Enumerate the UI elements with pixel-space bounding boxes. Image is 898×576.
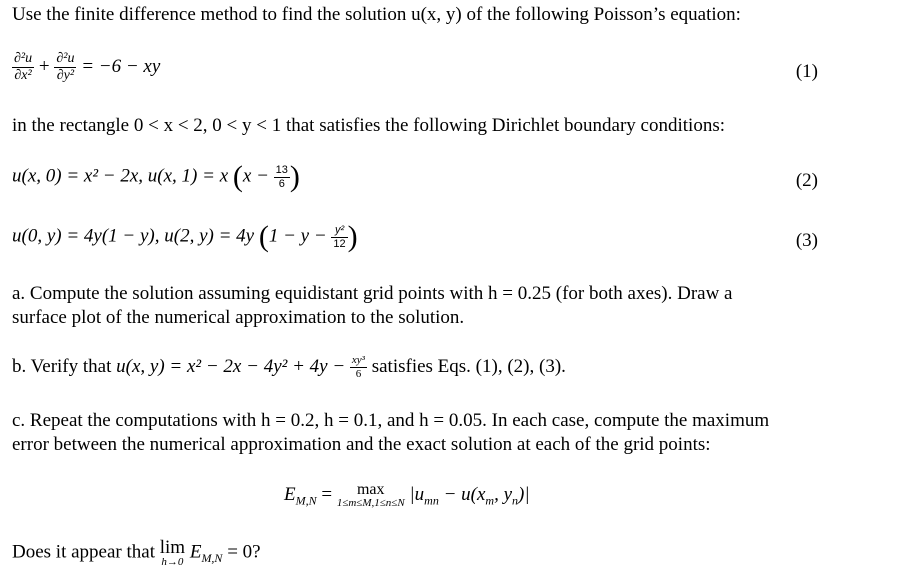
domain-text: in the rectangle 0 < x < 2, 0 < y < 1 that satisfies the following Dirichlet boundary conditions: (12, 115, 726, 136)
question-e: E (189, 541, 202, 563)
d2u-dy2-numerator: ∂²u (56, 51, 75, 66)
close-paren: ) (289, 160, 300, 193)
equation-3-left: u(0, y) = 4y(1 − y), u(2, y) = 4y (12, 225, 255, 247)
close-paren: ) (347, 220, 358, 253)
question-prefix: Does it appear that (12, 541, 155, 563)
d2u-dx2-denominator: ∂x² (14, 68, 32, 83)
equation-3 (12, 222, 358, 252)
equation-3-inner: 1 − y − (268, 225, 327, 247)
equation-2-number: (2) (795, 170, 818, 191)
error-comma: , y (494, 483, 513, 505)
error-rhs-sub: mn (424, 493, 439, 508)
max-label: max (356, 481, 385, 498)
equation-3-fraction-num: y² (331, 225, 347, 238)
part-b-fraction-num: xy³ (351, 354, 365, 366)
error-rhs-rest: − u(x (443, 483, 486, 505)
error-rhs: |u (409, 483, 425, 505)
question-e-sub: M,N (201, 551, 223, 566)
part-a-line-1: a. Compute the solution assuming equidistant grid points with h = 0.25 (for both axes). Draw a (12, 283, 733, 304)
part-a-line-2: surface plot of the numerical approximation to the solution. (12, 307, 465, 328)
equation-2-inner: x − (242, 165, 269, 187)
d2u-dx2-numerator: ∂²u (14, 51, 33, 66)
part-b-fraction (350, 355, 367, 380)
max-operator (337, 482, 405, 509)
xm-sub: m (485, 493, 495, 508)
equation-1-rhs: = −6 − xy (81, 55, 161, 77)
d2u-dy2-denominator: ∂y² (56, 68, 75, 83)
part-c-line-2: error between the numerical approximation and the exact solution at each of the grid points: (12, 434, 711, 455)
equation-2-fraction (274, 165, 290, 190)
d2u-dy2-fraction (54, 52, 76, 83)
limit-label: lim (159, 537, 186, 558)
part-b-fraction-den: 6 (355, 368, 362, 380)
equation-1 (12, 52, 160, 83)
error-lhs-sub: M,N (295, 493, 317, 508)
error-close: )| (518, 483, 530, 505)
limit-operator (160, 538, 185, 568)
limit-sub: h→0 (161, 556, 184, 568)
error-equals: = (321, 483, 333, 505)
question (12, 538, 261, 568)
equation-2-left: u(x, 0) = x² − 2x, u(x, 1) = x (12, 165, 229, 187)
d2u-dx2-fraction (12, 52, 34, 83)
part-b-expression: u(x, y) = x² − 2x − 4y² + 4y − (116, 355, 346, 377)
part-b (12, 355, 566, 380)
equation-3-fraction (331, 225, 347, 250)
part-b-suffix: satisfies Eqs. (1), (2), (3). (371, 355, 566, 377)
part-c-line-1: c. Repeat the computations with h = 0.2, h = 0.1, and h = 0.05. In each case, compute the maximum (12, 410, 770, 431)
yn-sub: n (512, 493, 519, 508)
equation-3-number: (3) (795, 230, 818, 251)
equation-2 (12, 162, 300, 192)
plus-sign: + (38, 55, 50, 77)
intro-text: Use the finite difference method to find the solution u(x, y) of the following Poisson’s equation: (12, 4, 741, 25)
error-lhs: E (284, 483, 296, 505)
equation-2-fraction-den: 6 (278, 177, 285, 190)
open-paren: ( (258, 220, 269, 253)
open-paren: ( (232, 160, 243, 193)
part-b-prefix: b. Verify that (12, 355, 112, 377)
question-suffix: = 0? (227, 541, 261, 563)
equation-1-number: (1) (795, 61, 818, 82)
equation-2-fraction-num: 13 (275, 163, 288, 176)
error-equation (284, 482, 530, 509)
equation-3-fraction-den: 12 (333, 237, 346, 250)
max-range: 1≤m≤M,1≤n≤N (336, 497, 405, 509)
